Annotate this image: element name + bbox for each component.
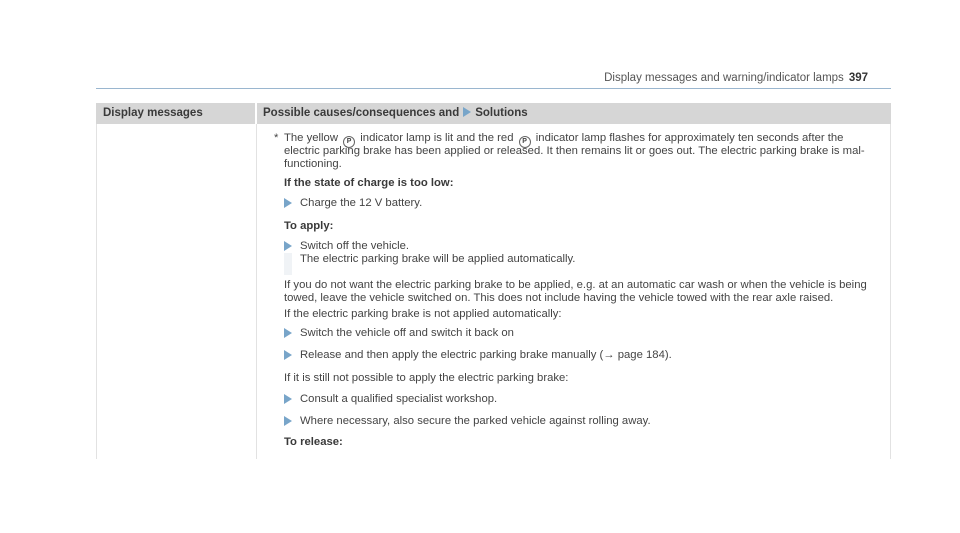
parking-brake-yellow-icon: P (343, 136, 355, 148)
table-border-right (890, 124, 891, 459)
column-separator (255, 103, 257, 124)
footnote-text: indicator lamp flashes for approximately ten seconds after the (535, 132, 844, 144)
footnote-star: * (274, 132, 279, 144)
step-switch-off: Switch off the vehicle. (300, 240, 410, 252)
step-charge: Charge the 12 V battery. (300, 197, 423, 209)
page-number: 397 (848, 72, 868, 84)
page-header (604, 72, 868, 84)
footnote-line-3: functioning. (284, 158, 342, 170)
bullet-arrow-icon (284, 241, 292, 251)
step-consult: Consult a qualified specialist workshop. (300, 393, 498, 405)
column-header-display-messages: Display messages (103, 107, 203, 119)
bullet-arrow-icon (284, 416, 292, 426)
header-rule (96, 88, 891, 89)
heading-apply: To apply: (284, 220, 334, 232)
play-arrow-icon (463, 107, 471, 117)
step-secure: Where necessary, also secure the parked vehicle against rolling away. (300, 415, 651, 427)
header-title: Display messages and warning/indicator lamps (604, 72, 844, 84)
footnote-text: The yellow (284, 132, 338, 144)
table-column-divider (256, 124, 257, 459)
step-release: Release and then apply the electric parking brake manually (→ page 184). (300, 349, 672, 361)
bullet-arrow-icon (284, 350, 292, 360)
step-switch-on: Switch the vehicle off and switch it back on (300, 327, 514, 339)
para-still-not: If it is still not possible to apply the electric parking brake: (284, 372, 569, 384)
footnote-line-2: electric parking brake has been applied or released. It then remains lit or goes out. The electric parking brake is mal- (284, 145, 865, 157)
heading-low-charge: If the state of charge is too low: (284, 177, 454, 189)
column-header-causes-solutions (263, 107, 528, 119)
para-carwash-line-2: towed, leave the vehicle switched on. This does not include having the vehicle towed with the rear axle raised. (284, 292, 834, 304)
bullet-arrow-icon (284, 328, 292, 338)
parking-brake-red-icon: P (519, 136, 531, 148)
bullet-arrow-icon (284, 394, 292, 404)
table-header (96, 103, 891, 124)
heading-release: To release: (284, 436, 343, 448)
footnote-text: indicator lamp is lit and the red (360, 132, 514, 144)
step-switch-off-result: The electric parking brake will be applied automatically. (300, 253, 576, 265)
column-header-causes: Possible causes/consequences and (263, 107, 460, 119)
para-carwash-line-1: If you do not want the electric parking brake to be applied, e.g. at an automatic car wash or when the vehicle is being (284, 279, 867, 291)
table-border-left (96, 124, 97, 459)
bullet-arrow-icon (284, 198, 292, 208)
column-header-solutions: Solutions (475, 107, 528, 119)
result-bar (284, 253, 292, 275)
para-not-applied: If the electric parking brake is not applied automatically: (284, 308, 562, 320)
